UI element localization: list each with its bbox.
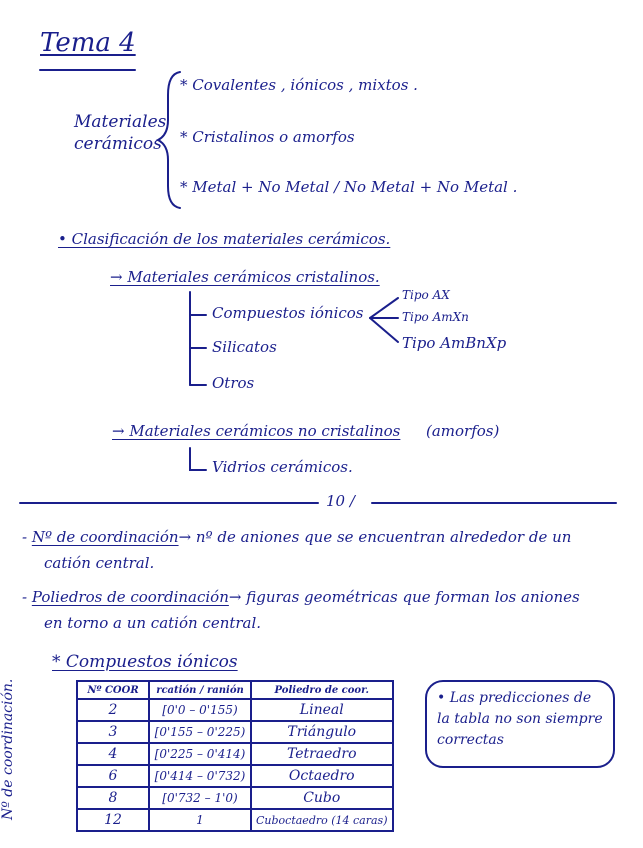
cell-ratio: [0'414 – 0'732) <box>149 765 251 787</box>
table-row <box>77 721 393 743</box>
table-heading: * Compuestos iónicos <box>52 652 238 672</box>
header-coord: Nº COOR <box>77 681 149 699</box>
type-ambnxp: Tipo AmBnXp <box>402 334 507 352</box>
cell-coord: 2 <box>77 699 149 721</box>
definition-2-line2: en torno a un catión central. <box>44 614 262 632</box>
type-amxn: Tipo AmXn <box>402 310 469 324</box>
definition-1-line2: catión central. <box>44 554 155 572</box>
page-title: Tema 4 <box>40 28 136 58</box>
cell-ratio: [0'155 – 0'225) <box>149 721 251 743</box>
table-row <box>77 809 393 831</box>
intro-item-3: * Metal + No Metal / No Metal + No Metal . <box>180 178 518 196</box>
cell-ratio: [0'732 – 1'0) <box>149 787 251 809</box>
cell-polyhedron: Lineal <box>251 699 393 721</box>
crystalline-label: → Materiales cerámicos cristalinos. <box>110 268 380 286</box>
classification-heading: • Clasificación de los materiales cerámicos. <box>58 230 391 248</box>
table-header-row <box>77 681 393 699</box>
type-ax: Tipo AX <box>402 288 450 302</box>
definition-2-line1: → figuras geométricas que forman los aniones <box>228 588 580 606</box>
definition-1: - Nº de coordinación→ nº de aniones que se encuentran alrededor de un <box>22 528 572 546</box>
cell-ratio: 1 <box>149 809 251 831</box>
table-row <box>77 699 393 721</box>
noncrystalline-label: → Materiales cerámicos no cristalinos <box>112 422 401 440</box>
intro-label-line1: Materiales <box>74 112 167 132</box>
table-row <box>77 787 393 809</box>
cell-coord: 4 <box>77 743 149 765</box>
cell-polyhedron: Cuboctaedro (14 caras) <box>251 809 393 831</box>
definition-1-line1: → nº de aniones que se encuentran alrededor de un <box>178 528 572 546</box>
cell-polyhedron: Tetraedro <box>251 743 393 765</box>
coordination-table <box>76 680 394 832</box>
cell-polyhedron: Cubo <box>251 787 393 809</box>
cell-coord: 12 <box>77 809 149 831</box>
cell-polyhedron: Triángulo <box>251 721 393 743</box>
intro-label-line2: cerámicos <box>74 134 162 154</box>
branch-compuestos: Compuestos iónicos <box>212 304 364 322</box>
header-ratio: rcatión / ranión <box>149 681 251 699</box>
divider-label: 10 / <box>326 492 355 510</box>
table-row <box>77 743 393 765</box>
intro-item-1: * Covalentes , iónicos , mixtos . <box>180 76 418 94</box>
definition-2: - Poliedros de coordinación→ figuras geométricas que forman los aniones <box>22 588 580 606</box>
branch-otros: Otros <box>212 374 255 392</box>
table-side-label: Nº de coordinación. <box>0 678 16 820</box>
definition-2-term: Poliedros de coordinación <box>31 588 229 606</box>
noncrystalline-suffix: (amorfos) <box>426 422 500 440</box>
table-row <box>77 765 393 787</box>
cell-ratio: [0'225 – 0'414) <box>149 743 251 765</box>
header-polyhedron: Poliedro de coor. <box>251 681 393 699</box>
note-box <box>425 680 615 768</box>
cell-ratio: [0'0 – 0'155) <box>149 699 251 721</box>
note-text: • Las predicciones de la tabla no son siempre correctas <box>437 690 603 748</box>
branch-silicatos: Silicatos <box>212 338 277 356</box>
cell-coord: 3 <box>77 721 149 743</box>
cell-coord: 6 <box>77 765 149 787</box>
intro-item-2: * Cristalinos o amorfos <box>180 128 355 146</box>
cell-coord: 8 <box>77 787 149 809</box>
cell-polyhedron: Octaedro <box>251 765 393 787</box>
definition-1-term: Nº de coordinación <box>31 528 179 546</box>
branch-vidrios: Vidrios cerámicos. <box>212 458 353 476</box>
